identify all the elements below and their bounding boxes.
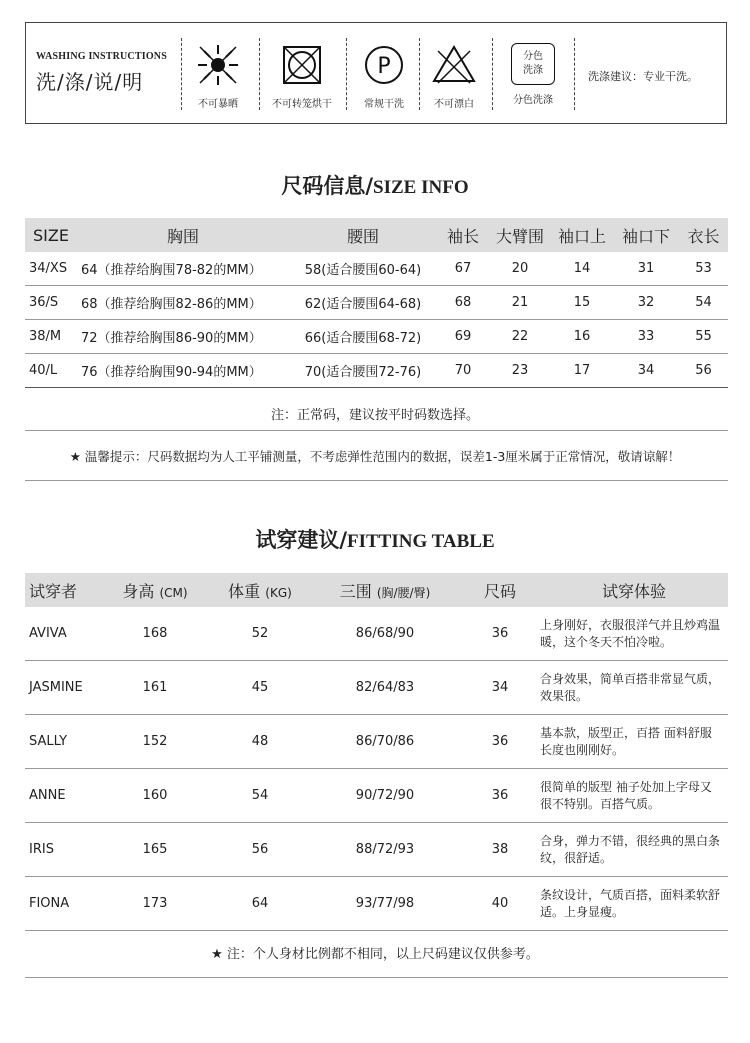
chest-cell: 76（推荐给胸围90-94的MM） [77,354,289,388]
size-note: 注：正常码，建议按平时码数选择。 [270,408,479,423]
table-row [25,354,728,388]
size-info-title-cn: 尺码信息/ [281,174,374,198]
cuff-top-cell: 14 [551,252,613,286]
col-header: SIZE [25,218,77,252]
table-row [25,823,728,877]
size-cell: 40 [460,877,540,931]
sleeve-cell: 68 [437,286,489,320]
separate-wash-line1: 分色 [523,51,543,62]
weight-cell: 48 [210,715,310,769]
col-header-label: 试穿体验 [601,581,666,601]
col-header-unit: (KG) [265,585,292,600]
col-header-label: 体重 [228,581,261,601]
table-row [25,320,728,354]
weight-cell: 45 [210,661,310,715]
sleeve-cell: 69 [437,320,489,354]
col-header: 衣长 [679,218,728,252]
cuff-top-cell: 16 [551,320,613,354]
size-table-header [25,218,728,252]
cuff-bottom-cell: 31 [613,252,679,286]
sun-cross-icon [194,41,242,89]
measurements-cell: 86/68/90 [310,607,460,661]
height-cell: 160 [100,769,210,823]
tester-name: AVIVA [25,607,100,661]
cuff-bottom-cell: 34 [613,354,679,388]
chest-cell: 64（推荐给胸围78-82的MM） [77,252,289,286]
icon-caption: 不可暴晒 [198,99,238,110]
washing-title-en: WASHING INSTRUCTIONS [36,51,167,62]
waist-cell: 66(适合腰围68-72) [289,320,437,354]
col-header [25,573,100,607]
divider-line [25,977,728,978]
sleeve-cell: 67 [437,252,489,286]
icon-caption: 常规干洗 [364,99,404,110]
col-header: 袖口下 [613,218,679,252]
col-header: 大臂围 [489,218,551,252]
col-header-label: 三围 [339,581,372,601]
cuff-top-cell: 17 [551,354,613,388]
waist-cell: 70(适合腰围72-76) [289,354,437,388]
size-cell: 34/XS [25,252,77,286]
upper-arm-cell: 20 [489,252,551,286]
size-cell: 38 [460,823,540,877]
height-cell: 173 [100,877,210,931]
chest-cell: 68（推荐给胸围82-86的MM） [77,286,289,320]
measurements-cell: 93/77/98 [310,877,460,931]
chest-cell: 72（推荐给胸围86-90的MM） [77,320,289,354]
tester-name: JASMINE [25,661,100,715]
size-cell: 36/S [25,286,77,320]
upper-arm-cell: 22 [489,320,551,354]
size-info-title-en: SIZE INFO [373,177,469,198]
col-header-unit: (胸/腰/臀) [376,585,431,600]
tester-name: IRIS [25,823,100,877]
divider [259,38,260,110]
feedback-cell: 合身，弹力不错，很经典的黑白条纹，很舒适。 [540,823,728,877]
cuff-bottom-cell: 33 [613,320,679,354]
waist-cell: 62(适合腰围64-68) [289,286,437,320]
table-row [25,252,728,286]
icon-cell-separate-wash [493,41,573,106]
fitting-table-header [25,573,728,607]
dry-clean-symbol: P [377,54,391,79]
col-header: 袖口上 [551,218,613,252]
col-header [540,573,728,607]
tester-name: FIONA [25,877,100,931]
waist-cell: 58(适合腰围60-64) [289,252,437,286]
col-header: 胸围 [77,218,289,252]
height-cell: 152 [100,715,210,769]
icon-cell-dry-clean [344,41,424,110]
size-tip: ★ 温馨提示：尺码数据均为人工平铺测量，不考虑弹性范围内的数据，误差1-3厘米属于正常情况，敬请谅解！ [69,449,681,464]
col-header [460,573,540,607]
size-table [25,218,728,388]
feedback-cell: 上身刚好，衣服很洋气并且炒鸡温暖，这个冬天不怕冷啦。 [540,607,728,661]
col-header-label: 试穿者 [29,581,78,601]
size-cell: 36 [460,715,540,769]
height-cell: 161 [100,661,210,715]
divider-line [25,480,728,481]
table-row [25,715,728,769]
divider [574,38,575,110]
weight-cell: 52 [210,607,310,661]
fitting-note: ★ 注：个人身材比例都不相同，以上尺码建议仅供参考。 [211,947,539,962]
tumble-dry-cross-icon [278,41,326,89]
washing-title-cn: 洗/涤/说/明 [36,70,144,94]
fitting-table [25,573,728,931]
measurements-cell: 86/70/86 [310,715,460,769]
upper-arm-cell: 23 [489,354,551,388]
table-row [25,607,728,661]
col-header: 腰围 [289,218,437,252]
height-cell: 165 [100,823,210,877]
tester-name: SALLY [25,715,100,769]
feedback-cell: 条纹设计，气质百搭，面料柔软舒适。上身显瘦。 [540,877,728,931]
measurements-cell: 90/72/90 [310,769,460,823]
dry-clean-p-icon [360,41,408,89]
col-header [210,573,310,607]
col-header: 袖长 [437,218,489,252]
icon-caption: 不可漂白 [434,99,474,110]
size-info-title [0,170,750,200]
sleeve-cell: 70 [437,354,489,388]
fitting-title [0,524,750,554]
length-cell: 56 [679,354,728,388]
washing-instructions-box [25,22,727,124]
tester-name: ANNE [25,769,100,823]
height-cell: 168 [100,607,210,661]
weight-cell: 54 [210,769,310,823]
feedback-cell: 基本款，版型正，百搭 面料舒服长度也刚刚好。 [540,715,728,769]
divider-line [25,430,728,431]
cuff-bottom-cell: 32 [613,286,679,320]
measurements-cell: 88/72/93 [310,823,460,877]
length-cell: 54 [679,286,728,320]
length-cell: 55 [679,320,728,354]
icon-cell-no-bleach [414,41,494,110]
washing-advice: 洗涤建议：专业干洗。 [588,70,698,83]
col-header-label: 尺码 [483,581,516,601]
bleach-cross-icon [430,41,478,89]
size-cell: 34 [460,661,540,715]
size-cell: 36 [460,769,540,823]
col-header-unit: (CM) [159,585,188,600]
length-cell: 53 [679,252,728,286]
icon-cell-no-tumble-dry [262,41,342,110]
icon-caption: 不可转笼烘干 [272,99,332,110]
size-cell: 38/M [25,320,77,354]
measurements-cell: 82/64/83 [310,661,460,715]
icon-cell-no-sun [178,41,258,110]
table-row [25,661,728,715]
fitting-title-en: FITTING TABLE [347,531,495,552]
weight-cell: 56 [210,823,310,877]
size-cell: 40/L [25,354,77,388]
upper-arm-cell: 21 [489,286,551,320]
weight-cell: 64 [210,877,310,931]
size-cell: 36 [460,607,540,661]
table-row [25,769,728,823]
separate-wash-icon [511,43,555,85]
col-header [100,573,210,607]
col-header-label: 身高 [122,581,155,601]
feedback-cell: 合身效果，简单百搭非常显气质，效果很。 [540,661,728,715]
col-header [310,573,460,607]
washing-title [36,51,186,95]
table-row [25,877,728,931]
cuff-top-cell: 15 [551,286,613,320]
feedback-cell: 很简单的版型 袖子处加上字母又很不特别。百搭气质。 [540,769,728,823]
icon-caption: 分色洗涤 [513,95,553,106]
fitting-title-cn: 试穿建议/ [255,528,347,552]
separate-wash-line2: 洗涤 [523,65,543,76]
table-row [25,286,728,320]
